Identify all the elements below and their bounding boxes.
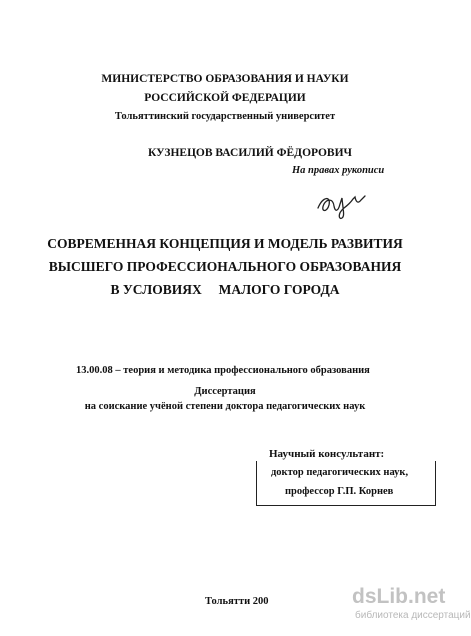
dissertation-title-line-2: ВЫСШЕГО ПРОФЕССИОНАЛЬНОГО ОБРАЗОВАНИЯ: [48, 259, 402, 274]
consultant-label: Научный консультант:: [269, 448, 385, 460]
federation-heading: РОССИЙСКОЙ ФЕДЕРАЦИИ: [144, 92, 306, 104]
signature-icon: [315, 190, 367, 225]
ministry-heading: МИНИСТЕРСТВО ОБРАЗОВАНИЯ И НАУКИ: [101, 73, 349, 85]
dissertation-label: Диссертация: [194, 386, 256, 397]
manuscript-rights-note: На правах рукописи: [292, 165, 385, 176]
consultant-name: профессор Г.П. Корнев: [285, 486, 394, 497]
consultant-degree: доктор педагогических наук,: [271, 467, 409, 478]
watermark-logo: dsLib.net: [352, 585, 446, 608]
university-name: Тольяттинский государственный университет: [114, 111, 336, 122]
dissertation-title-line-1: СОВРЕМЕННАЯ КОНЦЕПЦИЯ И МОДЕЛЬ РАЗВИТИЯ: [47, 236, 403, 251]
specialty-code: 13.00.08 – теория и методика профессионального образования: [76, 365, 370, 376]
city-year: Тольятти 200: [205, 596, 269, 607]
degree-description: на соискание учёной степени доктора педагогических наук: [84, 401, 366, 412]
dissertation-title-line-3: В УСЛОВИЯХ МАЛОГО ГОРОДА: [110, 282, 340, 297]
watermark-subtitle: библиотека диссертаций: [355, 610, 471, 621]
author-name: КУЗНЕЦОВ ВАСИЛИЙ ФЁДОРОВИЧ: [148, 147, 352, 159]
